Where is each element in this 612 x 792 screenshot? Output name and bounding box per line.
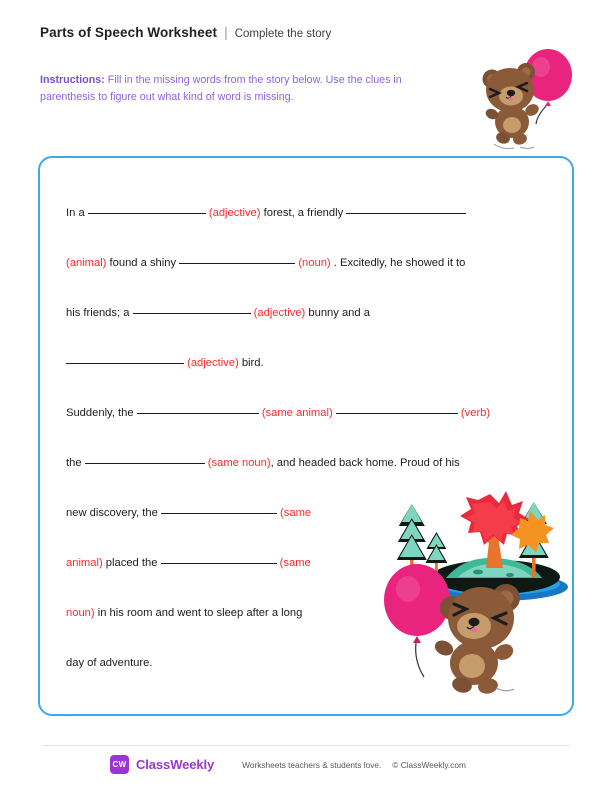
story-text-segment: in his room and went to sleep after a long (94, 607, 303, 619)
story-text-segment: bird. (238, 357, 264, 369)
fill-blank-8[interactable] (85, 463, 205, 464)
story-text-segment: Suddenly, the (66, 407, 137, 419)
story-text-segment: , and headed back home. Proud of his (270, 457, 460, 469)
brand-name: ClassWeekly (136, 757, 215, 772)
fill-blank-1[interactable] (88, 213, 206, 214)
page-title (40, 24, 460, 40)
footer-tagline: Worksheets teachers & students love. (242, 759, 382, 770)
story-text-segment: . Excitedly, he showed it to (330, 257, 466, 269)
story-text-segment: his friends; a (66, 307, 133, 319)
fill-blank-2[interactable] (346, 213, 466, 214)
footer-divider (42, 745, 570, 746)
title-separator: | (224, 24, 228, 40)
story-text-segment: In a (66, 207, 88, 219)
fill-blank-7[interactable] (336, 413, 458, 414)
story-line-1 (66, 188, 554, 238)
story-text-segment: day of adventure. (66, 657, 153, 669)
fill-blank-5[interactable] (66, 363, 184, 364)
instructions-label: Instructions: (40, 74, 105, 86)
hint-animal: (animal) (66, 257, 107, 269)
hint-adjective: (adjective) (208, 207, 261, 219)
hint-adjective: (adjective) (187, 357, 239, 369)
story-line-2 (66, 238, 554, 288)
story-text-segment: new discovery, the (66, 507, 161, 519)
page-title-subtitle: Complete the story (234, 28, 332, 40)
hint-same-noun: (same noun) (207, 457, 271, 469)
page-header (40, 24, 460, 40)
story-line-5 (66, 388, 554, 438)
hint-same-animal-part1: (same (280, 507, 312, 519)
page-title-main: Parts of Speech Worksheet (40, 25, 218, 40)
fill-blank-9[interactable] (161, 513, 277, 514)
story-text-segment: placed the (102, 557, 161, 569)
story-line-4 (66, 338, 554, 388)
fill-blank-4[interactable] (133, 313, 251, 314)
fill-blank-3[interactable] (179, 263, 295, 264)
fill-blank-10[interactable] (161, 563, 277, 564)
story-text-segment: bunny and a (305, 307, 370, 319)
hint-same-animal-part2: animal) (66, 557, 103, 569)
footer (110, 755, 466, 774)
bear-with-balloon-icon (470, 48, 584, 153)
hint-same-noun-part1: (same (279, 557, 311, 569)
classweekly-logo-icon (110, 755, 129, 774)
footer-copyright: © ClassWeekly.com (392, 759, 466, 770)
hint-same-noun-part2: noun) (66, 607, 95, 619)
forest-and-bear-illustration (378, 480, 574, 695)
story-line-3 (66, 288, 554, 338)
instructions-block (40, 72, 412, 107)
instructions-text: Fill in the missing words from the story below. Use the clues in parenthesis to figure out what kind of word is missing. (40, 74, 402, 104)
story-text-segment: found a shiny (106, 257, 180, 269)
hint-adjective: (adjective) (253, 307, 306, 319)
logo-initials: CW (112, 760, 127, 769)
story-text-segment: forest, a friendly (260, 207, 347, 219)
hint-same-animal: (same animal) (261, 407, 333, 419)
story-text-segment: the (66, 457, 85, 469)
hint-noun: (noun) (298, 257, 331, 269)
fill-blank-6[interactable] (137, 413, 259, 414)
hint-verb: (verb) (460, 407, 491, 419)
